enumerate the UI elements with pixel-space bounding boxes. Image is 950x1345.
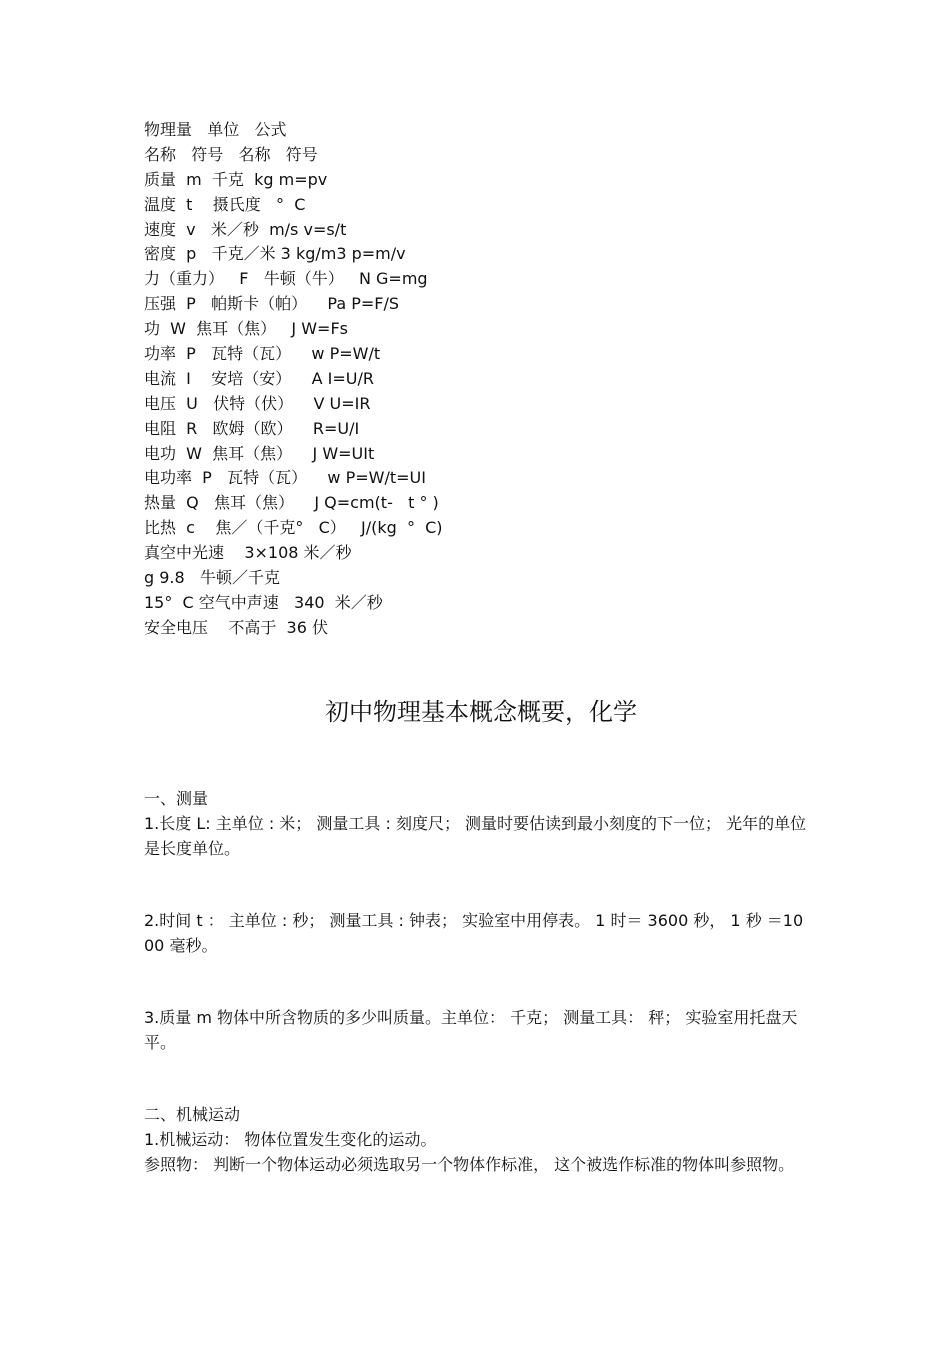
- constant-sound-speed: 15° C 空气中声速 340 米／秒: [144, 592, 383, 612]
- paragraph-reference-object: 参照物： 判断一个物体运动必须选取另一个物体作标准， 这个被选作标准的物体叫参照物。: [144, 1155, 795, 1174]
- table-row-density: 密度 p 千克／米 3 kg/m3 p=m/v: [144, 244, 406, 264]
- table-row-speed: 速度 v 米／秒 m/s v=s/t: [144, 219, 347, 239]
- table-row-temperature: 温度 t 摄氏度 ° C: [144, 194, 306, 214]
- table-subheader-line: 名称 符号 名称 符号: [144, 144, 318, 164]
- paragraph-mechanical-motion: 1.机械运动： 物体位置发生变化的运动。: [144, 1130, 437, 1149]
- section-mechanical-motion: [144, 1102, 809, 1177]
- document-title: 初中物理基本概念概要，化学: [325, 698, 637, 726]
- table-row-work: 功 W 焦耳（焦） J W=Fs: [144, 319, 348, 339]
- section-heading-measurement: 一、测量: [144, 789, 209, 808]
- table-row-power: 功率 P 瓦特（瓦） w P=W/t: [144, 344, 381, 364]
- table-row-specific-heat: 比热 c 焦／（千克° C） J/(kg ° C): [144, 518, 443, 538]
- paragraph-length: 1.长度 L: 主单位 : 米； 测量工具 : 刻度尺； 测量时要估读到最小刻度的下一位； 光年的单位是长度单位。: [144, 814, 807, 858]
- paragraph-time: 2.时间 t ： 主单位 : 秒； 测量工具 : 钟表； 实验室中用停表。 1 时＝ 3600 秒， 1 秒 ＝1000 毫秒。: [144, 911, 804, 955]
- table-row-mass: 质量 m 千克 kg m=pv: [144, 169, 328, 189]
- table-row-current: 电流 I 安培（安） A I=U/R: [144, 368, 374, 388]
- table-row-electric-work: 电功 W 焦耳（焦） J W=UIt: [144, 443, 375, 463]
- table-row-pressure: 压强 P 帕斯卡（帕） Pa P=F/S: [144, 294, 400, 314]
- table-row-voltage: 电压 U 伏特（伏） V U=IR: [144, 393, 371, 413]
- constant-safe-voltage: 安全电压 不高于 36 伏: [144, 617, 328, 637]
- table-row-electric-power: 电功率 P 瓦特（瓦） w P=W/t=UI: [144, 468, 426, 488]
- constant-light-speed: 真空中光速 3×108 米／秒: [144, 543, 352, 563]
- section-measurement: [144, 786, 809, 861]
- units-table: [144, 118, 844, 641]
- constant-g: g 9.8 牛顿／千克: [144, 568, 280, 588]
- section-time: [144, 908, 809, 958]
- table-header-line: 物理量 单位 公式: [144, 120, 287, 139]
- section-mass: [144, 1005, 809, 1055]
- table-row-force: 力（重力） F 牛顿（牛） N G=mg: [144, 269, 428, 289]
- table-row-resistance: 电阻 R 欧姆（欧） R=U/I: [144, 418, 360, 438]
- section-heading-mechanical-motion: 二、机械运动: [144, 1105, 241, 1124]
- paragraph-mass: 3.质量 m 物体中所含物质的多少叫质量。主单位： 千克； 测量工具： 秤； 实验室用托盘天平。: [144, 1008, 798, 1052]
- table-row-heat: 热量 Q 焦耳（焦） J Q=cm(t- t ° ): [144, 493, 439, 513]
